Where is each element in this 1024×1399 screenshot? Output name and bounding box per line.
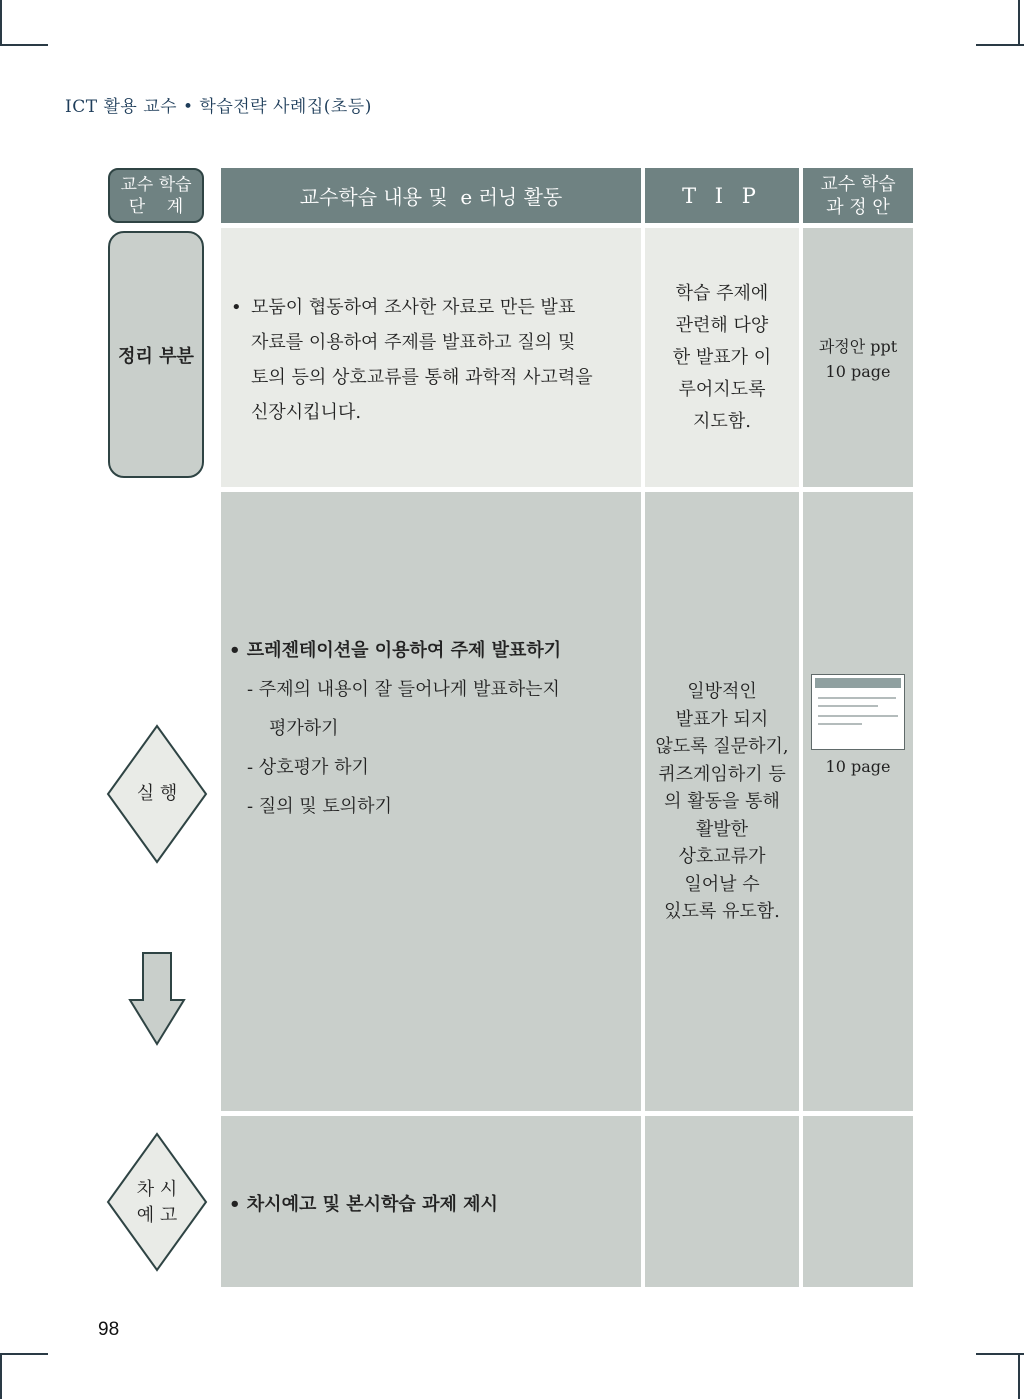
- row1-line: 자료를 이용하여 주제를 발표하고 질의 및: [251, 332, 576, 353]
- row2-title-text: 프레젠테이션을 이용하여 주제 발표하기: [246, 640, 562, 661]
- plan-header-line2: 과 정 안: [826, 196, 890, 218]
- row2-item: - 주제의 내용이 잘 들어나게 발표하는지: [247, 679, 560, 700]
- tip-line: 않도록 질문하기,: [655, 736, 789, 757]
- bullet: •: [229, 640, 241, 661]
- row2-item: - 질의 및 토의하기: [247, 796, 392, 817]
- crop-mark: [0, 1353, 2, 1399]
- tip-line: 상호교류가: [678, 846, 766, 867]
- row1-line: 신장시킵니다.: [251, 402, 362, 423]
- row3-plan-cell: [803, 1116, 913, 1287]
- stage-header: [108, 168, 204, 223]
- content-column-header: 교수학습 내용 및 e 러닝 활동: [221, 168, 641, 223]
- plan-line: 10 page: [825, 362, 891, 381]
- tip-column-header: T I P: [645, 168, 799, 223]
- row2-title: [229, 636, 561, 662]
- bullet: •: [229, 1194, 241, 1215]
- row2-content-cell: [221, 492, 641, 1111]
- slide-thumbnail: [811, 674, 905, 750]
- tip-line: 의 활동을 통해: [664, 791, 780, 812]
- row1-line: 토의 등의 상호교류를 통해 과학적 사고력을: [251, 367, 593, 388]
- crop-mark: [976, 1353, 1024, 1355]
- row1-tip-cell: [645, 228, 799, 487]
- crop-mark: [976, 44, 1024, 46]
- plan-column-header: [803, 168, 913, 223]
- tip-line: 활발한: [695, 818, 749, 840]
- tip-line: 일방적인: [687, 681, 757, 702]
- row1-plan: [803, 334, 913, 384]
- tip-line: 루어지도록: [678, 379, 766, 400]
- crop-mark: [1018, 0, 1020, 46]
- row3-title-text: 차시예고 및 본시학습 과제 제시: [246, 1194, 498, 1215]
- row3-title: [229, 1190, 498, 1216]
- row1-plan-cell: [803, 228, 913, 487]
- row2-plan: 10 page: [825, 757, 891, 776]
- row1-content-cell: [221, 228, 641, 487]
- tip-line: 일어날 수: [684, 873, 760, 895]
- row3-tip-cell: [645, 1116, 799, 1287]
- plan-line: 과정안 ppt: [818, 337, 898, 356]
- row1-tip: [645, 278, 799, 438]
- row3-content-cell: [221, 1116, 641, 1287]
- row1-line: 모둠이 협동하여 조사한 자료로 만든 발표: [251, 297, 576, 318]
- crop-mark: [0, 0, 2, 46]
- stage-preview-line2: 예 고: [136, 1205, 178, 1226]
- page-number: 98: [98, 1319, 120, 1340]
- stage-preview-label: [106, 1177, 208, 1229]
- row2-item: 평가하기: [269, 718, 339, 739]
- row2-plan-cell: [803, 492, 913, 1111]
- stage-header-line2: 단 계: [128, 196, 184, 217]
- down-arrow-icon: [128, 951, 186, 1047]
- tip-line: 학습 주제에: [675, 283, 769, 304]
- tip-line: 있도록 유도함.: [664, 901, 780, 922]
- plan-header-line1: 교수 학습: [820, 173, 896, 195]
- crop-mark: [1018, 1353, 1020, 1399]
- row2-tip-cell: [645, 492, 799, 1111]
- tip-line: 한 발표가 이: [672, 347, 772, 368]
- row2-tip: [645, 678, 799, 926]
- row2-item: - 상호평가 하기: [247, 757, 369, 778]
- bullet: •: [231, 297, 242, 318]
- tip-line: 퀴즈게임하기 등: [658, 763, 786, 785]
- stage-execute-label: 실 행: [136, 783, 178, 804]
- row1-content: [231, 290, 631, 430]
- tip-line: 관련해 다양: [675, 315, 769, 336]
- tip-line: 발표가 되지: [675, 708, 769, 730]
- tip-line: 지도함.: [693, 411, 751, 432]
- stage-preview-line1: 차 시: [136, 1179, 178, 1200]
- stage-header-line1: 교수 학습: [120, 174, 192, 195]
- running-header: ICT 활용 교수 • 학습전략 사례집(초등): [65, 97, 372, 117]
- crop-mark: [0, 44, 48, 46]
- crop-mark: [0, 1353, 48, 1355]
- stage-wrapup: 정리 부분: [108, 231, 204, 478]
